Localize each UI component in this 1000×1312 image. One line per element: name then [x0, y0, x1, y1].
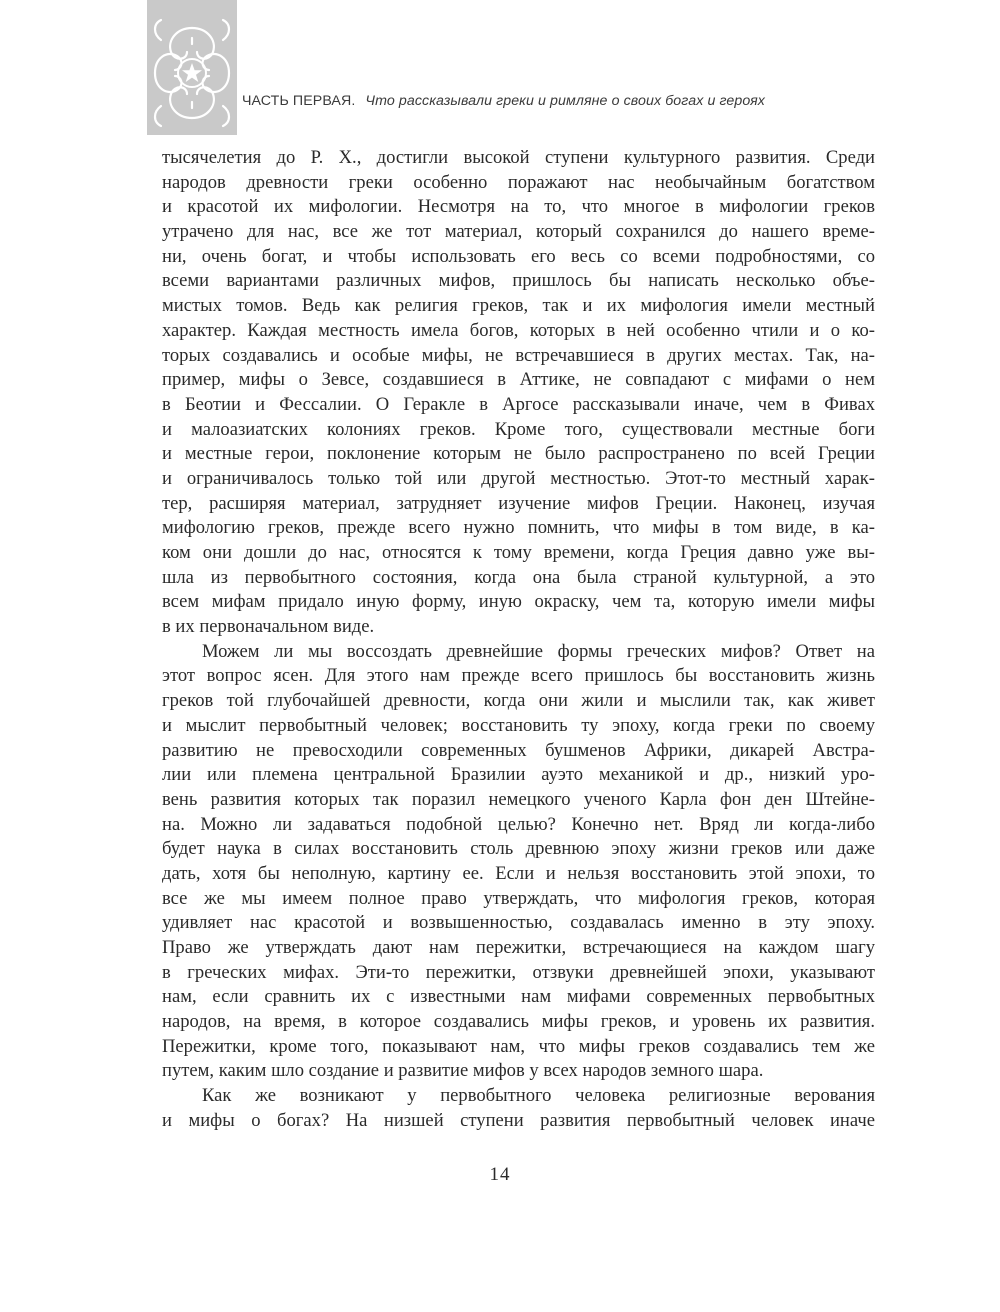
text-line: торых создавались и особые мифы, не встречавшиеся в других местах. Так, на-: [162, 344, 875, 366]
text-line: нам, если сравнить их с известными нам мифами современных первобытных: [162, 986, 875, 1008]
text-line: и ограничивалось только той или другой местностью. Этот-то местный харак-: [162, 467, 875, 489]
text-line: будет наука в силах восстановить столь древнюю эпоху жизни греков или даже: [162, 838, 875, 860]
text-line: и мыслит первобытный человек; восстановить ту эпоху, когда греки по своему: [162, 714, 875, 736]
text-line: развитию не превосходили современных бушменов Африки, дикарей Австра-: [162, 739, 875, 761]
text-line: Право же утверждать дают нам пережитки, встречающиеся на каждом шагу: [162, 937, 875, 958]
ornament-motif-icon: [147, 0, 237, 135]
text-line: греков той глубочайшей древности, когда они жили и мыслили так, как живет: [162, 690, 875, 712]
text-line: ком они дошли до нас, относятся к тому времени, когда Греция давно уже вы-: [162, 542, 875, 563]
page-number: 14: [489, 1164, 511, 1185]
text-line: и малоазиатских колониях греков. Кроме того, существовали местные боги: [162, 418, 875, 440]
text-line: Как же возникают у первобытного человека религиозные верования: [202, 1085, 875, 1107]
text-line: и мифы о богах? На низшей ступени развития первобытный человек иначе: [162, 1109, 875, 1131]
part-title: ЧАСТЬ ПЕРВАЯ.: [242, 93, 356, 109]
text-line: мистых томов. Ведь как религия греков, так и их мифология имели местный: [162, 295, 875, 317]
text-line: на. Можно ли задаваться подобной целью? Конечно нет. Вряд ли когда-либо: [162, 813, 875, 835]
text-line: Можем ли мы воссоздать древнейшие формы греческих мифов? Ответ на: [202, 640, 875, 662]
header-ornament: [147, 0, 237, 135]
text-line: путем, каким шло создание и развитие мифов у всех народов земного шара.: [162, 1060, 764, 1082]
text-line: в Беотии и Фессалии. О Геракле в Аргосе рассказывали иначе, чем в Фивах: [162, 393, 875, 415]
text-line: шла из первобытного состояния, когда она была страной культурной, а это: [162, 566, 875, 588]
text-line: всем мифам придало иную форму, иную окраску, чем та, которую имели мифы: [162, 591, 875, 613]
text-line: тысячелетия до Р. Х., достигли высокой ступени культурного развития. Среди: [162, 147, 875, 168]
text-line: народов, на время, в которое создавались мифы греков, и уровень их развития.: [162, 1011, 875, 1033]
part-subtitle: Что рассказывали греки и римляне о своих богах и героях: [365, 93, 765, 109]
text-line: и местные герои, поклонение которым не было распространено по всей Греции: [162, 443, 875, 465]
text-line: Пережитки, кроме того, показывают нам, что мифы греков создавались тем же: [162, 1035, 875, 1057]
paragraph: [162, 1084, 875, 1133]
text-line: ни, очень богат, и чтобы использовать его весь со всеми подробностями, со: [162, 245, 875, 267]
text-line: тер, расширяя материал, затрудняет изучение мифов Греции. Наконец, изучая: [162, 492, 875, 514]
text-line: характер. Каждая местность имела богов, которых в ней особенно чтили и о ко-: [162, 319, 875, 341]
text-line: в греческих мифах. Эти-то пережитки, отзвуки древнейшей эпохи, указывают: [162, 961, 875, 983]
text-line: пример, мифы о Зевсе, создавшиеся в Аттике, не совпадают с мифами о нем: [162, 369, 875, 391]
paragraph: [162, 146, 875, 640]
text-line: дать, хотя бы неполную, картину ее. Если и нельзя восстановить этой эпохи, то: [162, 862, 875, 884]
paragraph: [162, 640, 875, 1084]
text-line: народов древности греки особенно поражают нас необычайным богатством: [162, 171, 875, 193]
text-line: и красотой их мифологии. Несмотря на то, что многое в мифологии греков: [162, 196, 875, 218]
text-line: вень развития которых так поразил немецкого ученого Карла фон ден Штейне-: [162, 788, 875, 810]
running-header: [242, 93, 882, 109]
text-line: утрачено для нас, все же тот материал, который сохранился до нашего време-: [162, 221, 875, 243]
body-text: [162, 146, 875, 1134]
text-line: этот вопрос ясен. Для этого нам прежде всего пришлось бы восстановить жизнь: [162, 665, 875, 687]
text-line: всеми вариантами различных мифов, пришлось бы написать несколько объе-: [162, 270, 875, 292]
text-line: в их первоначальном виде.: [162, 616, 375, 638]
text-line: все же мы имеем полное право утверждать, что мифология греков, которая: [162, 887, 875, 909]
text-line: мифологию греков, прежде всего нужно помнить, что мифы в том виде, в ка-: [162, 517, 875, 539]
text-line: удивляет нас красотой и возвышенностью, создавалась именно в эту эпоху.: [162, 912, 875, 934]
text-line: лии или племена центральной Бразилии ауэто механикой и др., низкий уро-: [162, 764, 875, 786]
